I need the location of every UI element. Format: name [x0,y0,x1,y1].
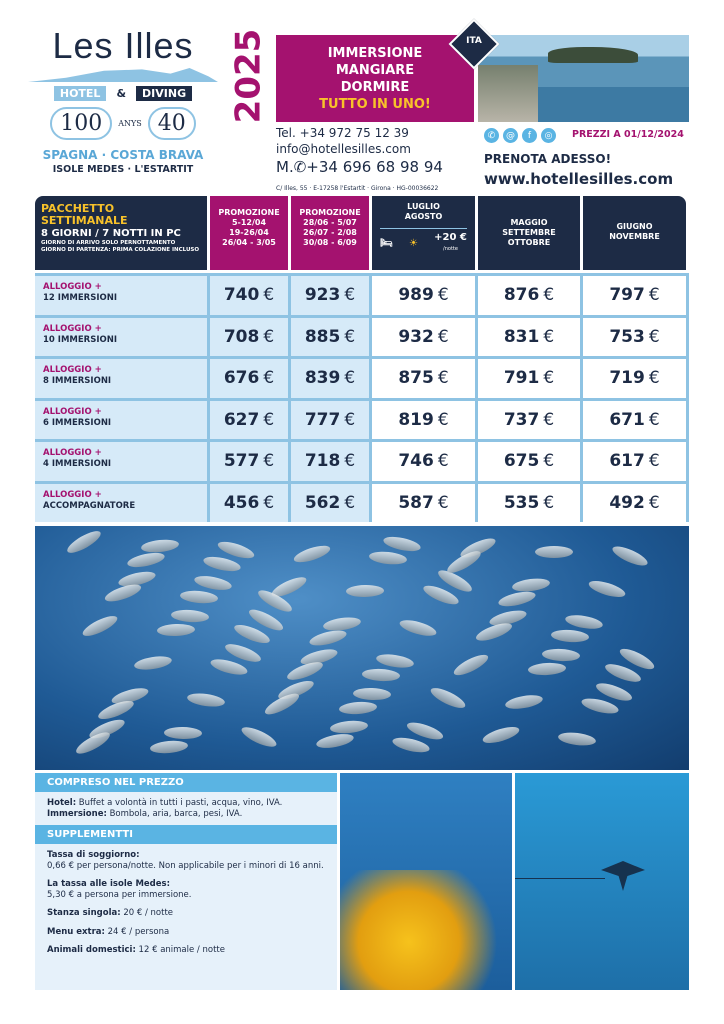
price: 797 [609,285,645,306]
included-title: COMPRESO NEL PREZZO [35,773,337,792]
currency: € [263,451,275,472]
logo-name: Les Illes [52,25,194,66]
price-cell [210,401,288,440]
price: 746 [398,451,434,472]
price-cell [583,318,686,357]
currency: € [543,285,555,306]
price: 989 [398,285,434,306]
price-cell [210,442,288,481]
row-label-line: 10 IMMERSIONI [43,334,118,345]
fish [171,609,210,624]
price-cell [583,484,686,523]
currency: € [263,368,275,389]
row-label-line: ACCOMPAGNATORE [43,500,136,511]
currency: € [344,409,356,430]
email-icon[interactable]: @ [503,128,518,143]
row-label-line: 4 IMMERSIONI [43,459,112,469]
price: 777 [304,409,341,430]
whatsapp-icon: ✆ [293,158,307,176]
price: 819 [398,409,434,430]
banner-line: MANGIARE [335,63,415,78]
fish [551,629,590,644]
price: 875 [398,368,434,389]
price: 718 [304,451,341,472]
mobile-prefix: M. [276,158,294,176]
price-cell [478,359,580,398]
logo-years-left: 100 [50,107,112,140]
currency: € [648,368,660,389]
fish [126,550,166,570]
table-row [35,359,689,398]
whatsapp-icon[interactable]: ✆ [484,128,499,143]
fish [140,538,179,554]
supplements-title: SUPPLEMENTTI [35,825,337,844]
mobile[interactable]: +34 696 68 98 94 [306,158,443,176]
fish [292,542,332,565]
header-line: SETTEMBRE [502,228,556,237]
row-label [35,442,207,481]
balcony-sea-view-icon: ☀ [408,237,418,249]
price-cell [372,318,475,357]
currency: € [344,326,356,347]
row-label-line: 12 IMMERSIONI [43,293,118,303]
price-cell [478,484,580,523]
price-table [35,196,689,525]
header-line: 5-12/04 [231,218,267,227]
price-cell [291,276,369,315]
fish-school-photo [35,526,689,770]
column-header-may-sep-oct [478,196,580,270]
ray [601,861,645,891]
facebook-icon[interactable]: f [522,128,537,143]
price-cell [583,276,686,315]
header-line: 26/04 - 3/05 [222,238,276,247]
currency: € [648,409,660,430]
logo-and: & [116,87,127,100]
price: 587 [398,492,434,513]
fish [580,696,620,717]
package-header [35,196,207,270]
price-cell [583,401,686,440]
currency: € [437,368,449,389]
text: Bombola, aria, barca, pesi, IVA. [106,808,243,819]
fish [339,701,378,716]
town [478,65,538,122]
price-cell [291,442,369,481]
supplement-item [47,908,325,919]
currency: € [263,326,275,347]
fish [511,577,550,594]
fish [330,719,369,734]
fish [202,554,242,574]
supplement-text: 5,30 € a persona per immersione. [47,889,192,900]
eagle-ray-photo [515,773,689,990]
supplement: +20 € [434,232,467,243]
coral [340,870,512,990]
currency: € [344,368,356,389]
header-line: LUGLIO [407,202,440,211]
table-row [35,276,689,315]
address: C/ Illes, 55 · E-17258 l'Estartit · Girona · HG-00036622 [276,185,439,192]
row-label [35,276,207,315]
header-line: PROMOZIONE [218,208,280,217]
fish [535,546,573,558]
price-cell [210,318,288,357]
label: Hotel: [47,798,77,808]
price: 932 [398,326,434,347]
price-cell [583,359,686,398]
row-label-line: ALLOGGIO + [43,282,102,292]
fish [368,550,407,566]
header-line: PROMOZIONE [299,208,361,217]
fish [346,585,384,598]
price-cell [478,318,580,357]
supplement-label: Menu extra: [47,926,105,937]
fish [481,724,521,747]
currency: € [543,409,555,430]
currency: € [543,451,555,472]
instagram-icon[interactable]: ◎ [541,128,556,143]
table-header [35,196,689,270]
logo-years-right: 40 [148,107,196,140]
price-cell [478,442,580,481]
column-header-july-august [372,196,475,270]
fish [564,613,604,631]
price-cell [210,484,288,523]
currency: € [263,409,275,430]
price-cell [291,401,369,440]
fish [587,578,627,601]
price-cell [372,276,475,315]
supplement-label: Stanza singola: [47,908,121,918]
currency: € [263,285,275,306]
location: ISOLE MEDES · L'ESTARTIT [52,164,194,175]
currency: € [648,326,660,347]
supplement-item [47,879,325,900]
price: 671 [609,409,645,430]
row-label-line: ALLOGGIO + [43,365,102,375]
fish [186,691,225,708]
promo-banner [276,35,474,122]
price: 831 [503,326,540,347]
fish [308,628,348,649]
fish [239,724,279,751]
price-cell [291,484,369,523]
fish [164,727,202,740]
currency: € [543,492,555,513]
included-panel [35,773,337,990]
fish [315,731,355,750]
price-cell [291,318,369,357]
header-line: GIUGNO [616,222,653,231]
coral-photo [340,773,512,990]
supplement-unit: /notte [443,246,458,252]
fish [133,654,172,672]
fish [542,648,581,662]
currency: € [344,285,356,306]
divider [380,228,467,229]
island-silhouette [28,68,218,82]
fish [497,589,537,609]
fish [391,735,431,755]
label: Immersione: [47,808,107,819]
header-line: AGOSTO [404,212,443,221]
currency: € [437,409,449,430]
currency: € [543,326,555,347]
supplement-text: 20 € / notte [120,908,174,918]
price: 617 [609,451,645,472]
price: 839 [304,368,341,389]
price: 885 [304,326,341,347]
price: 737 [503,409,540,430]
supplement-label: Animali domestici: [47,945,136,955]
supplements-list [35,844,337,970]
header-line: 26/07 - 2/08 [303,228,357,237]
currency: € [344,451,356,472]
price: 923 [304,285,341,306]
price: 708 [223,326,260,347]
price: 675 [503,451,540,472]
price: 719 [609,368,645,389]
price: 577 [223,451,260,472]
row-label [35,401,207,440]
fish [382,534,422,554]
phone[interactable]: Tel. +34 972 75 12 39 [276,126,409,140]
price: 676 [223,368,260,389]
fish [528,662,567,676]
header-line: 30/08 - 6/09 [303,238,357,247]
fish [504,693,544,711]
currency: € [437,326,449,347]
book-now: PRENOTA ADESSO! [484,152,612,166]
price-cell [372,401,475,440]
banner-line: IMMERSIONE [327,46,423,61]
table-row [35,442,689,481]
price: 876 [503,285,540,306]
price: 740 [223,285,260,306]
fish [150,739,189,754]
currency: € [437,492,449,513]
price-cell [210,359,288,398]
price-cell [372,442,475,481]
row-label [35,318,207,357]
bed-icon: 🛏 [380,237,393,249]
fish [428,684,467,711]
currency: € [648,451,660,472]
package-title: SETTIMANALE [41,214,128,227]
fish [557,731,596,748]
row-label-line: ALLOGGIO + [43,406,102,417]
supplement-item [47,927,325,938]
row-label-line: 8 IMMERSIONI [43,376,112,386]
supplement-label: La tassa alle isole Medes: [47,879,170,889]
row-label-line: ALLOGGIO + [43,323,102,334]
header-line: 19-26/04 [229,228,269,237]
supplement-text: 0,66 € per persona/notte. Non applicabile per i minori di 16 anni. [47,860,324,871]
supplement-item [47,850,325,871]
banner-tagline: TUTTO IN UNO! [319,97,431,112]
price-cell [210,276,288,315]
fish [353,687,391,700]
year-text: 2025 [228,28,269,124]
table-row [35,401,689,440]
column-header-promo-1 [210,196,288,270]
price: 791 [503,368,540,389]
currency: € [648,492,660,513]
price-cell [291,359,369,398]
column-header-june-nov [583,196,686,270]
currency: € [543,368,555,389]
package-title: PACCHETTO [41,202,115,215]
table-row [35,484,689,523]
price: 535 [503,492,540,513]
price-cell [372,484,475,523]
language-badge: ITA [466,36,482,46]
column-header-promo-2 [291,196,369,270]
table-body [35,273,689,522]
price-cell [478,401,580,440]
fish [398,617,438,639]
price: 492 [609,492,645,513]
logo-diving: DIVING [136,86,192,101]
prices-date: PREZZI A 01/12/2024 [572,129,684,140]
row-label [35,359,207,398]
supplement-label: Tassa di soggiorno: [47,850,140,860]
table-row [35,318,689,357]
price-cell [372,359,475,398]
hotel-logo [28,25,218,175]
supplement-text: 24 € / persona [104,926,170,937]
currency: € [344,492,356,513]
fish [180,589,219,604]
header-line: OTTOBRE [507,238,551,247]
price: 456 [223,492,260,513]
fish [375,652,414,670]
header-line: MAGGIO [510,218,548,227]
contact-info [276,125,443,197]
fish [451,651,490,679]
fish [193,573,233,592]
fish [65,527,104,556]
logo-hotel: HOTEL [54,86,107,101]
header-line: NOVEMBRE [609,232,660,241]
harbor-photo [478,35,689,122]
ray-tail [515,878,605,879]
website-link[interactable]: www.hotellesilles.com [484,170,674,188]
currency: € [263,492,275,513]
price: 562 [304,492,341,513]
fish [610,543,650,569]
currency: € [648,285,660,306]
row-label-line: ALLOGGIO + [43,489,102,500]
package-note: GIORNO DI PARTENZA: PRIMA COLAZIONE INCLUSO [41,247,200,253]
price: 753 [609,326,645,347]
supplement-text: 12 € animale / notte [135,945,225,955]
header-line: 28/06 - 5/07 [303,218,357,227]
price: 627 [223,409,260,430]
row-label-line: ALLOGGIO + [43,448,102,458]
package-subtitle: 8 GIORNI / 7 NOTTI IN PC [41,228,181,239]
supplement-item [47,945,325,956]
banner-line: DORMIRE [340,80,410,95]
row-label [35,484,207,523]
currency: € [437,451,449,472]
email-link[interactable]: info@hotellesilles.com [276,142,411,156]
fish [157,623,195,636]
text: Buffet a volontà in tutti i pasti, acqua, vino, IVA. [76,798,283,808]
price-cell [583,442,686,481]
region: SPAGNA · COSTA BRAVA [42,148,204,162]
year [228,30,268,122]
logo-anys: ANYS [118,119,142,128]
price-cell [478,276,580,315]
package-note: GIORNO DI ARRIVO SOLO PERNOTTAMENTO [41,240,176,246]
fish [80,612,119,639]
row-label-line: 6 IMMERSIONI [43,417,112,428]
fish [362,668,401,682]
island [548,47,638,63]
currency: € [437,285,449,306]
social-icons [484,128,556,143]
